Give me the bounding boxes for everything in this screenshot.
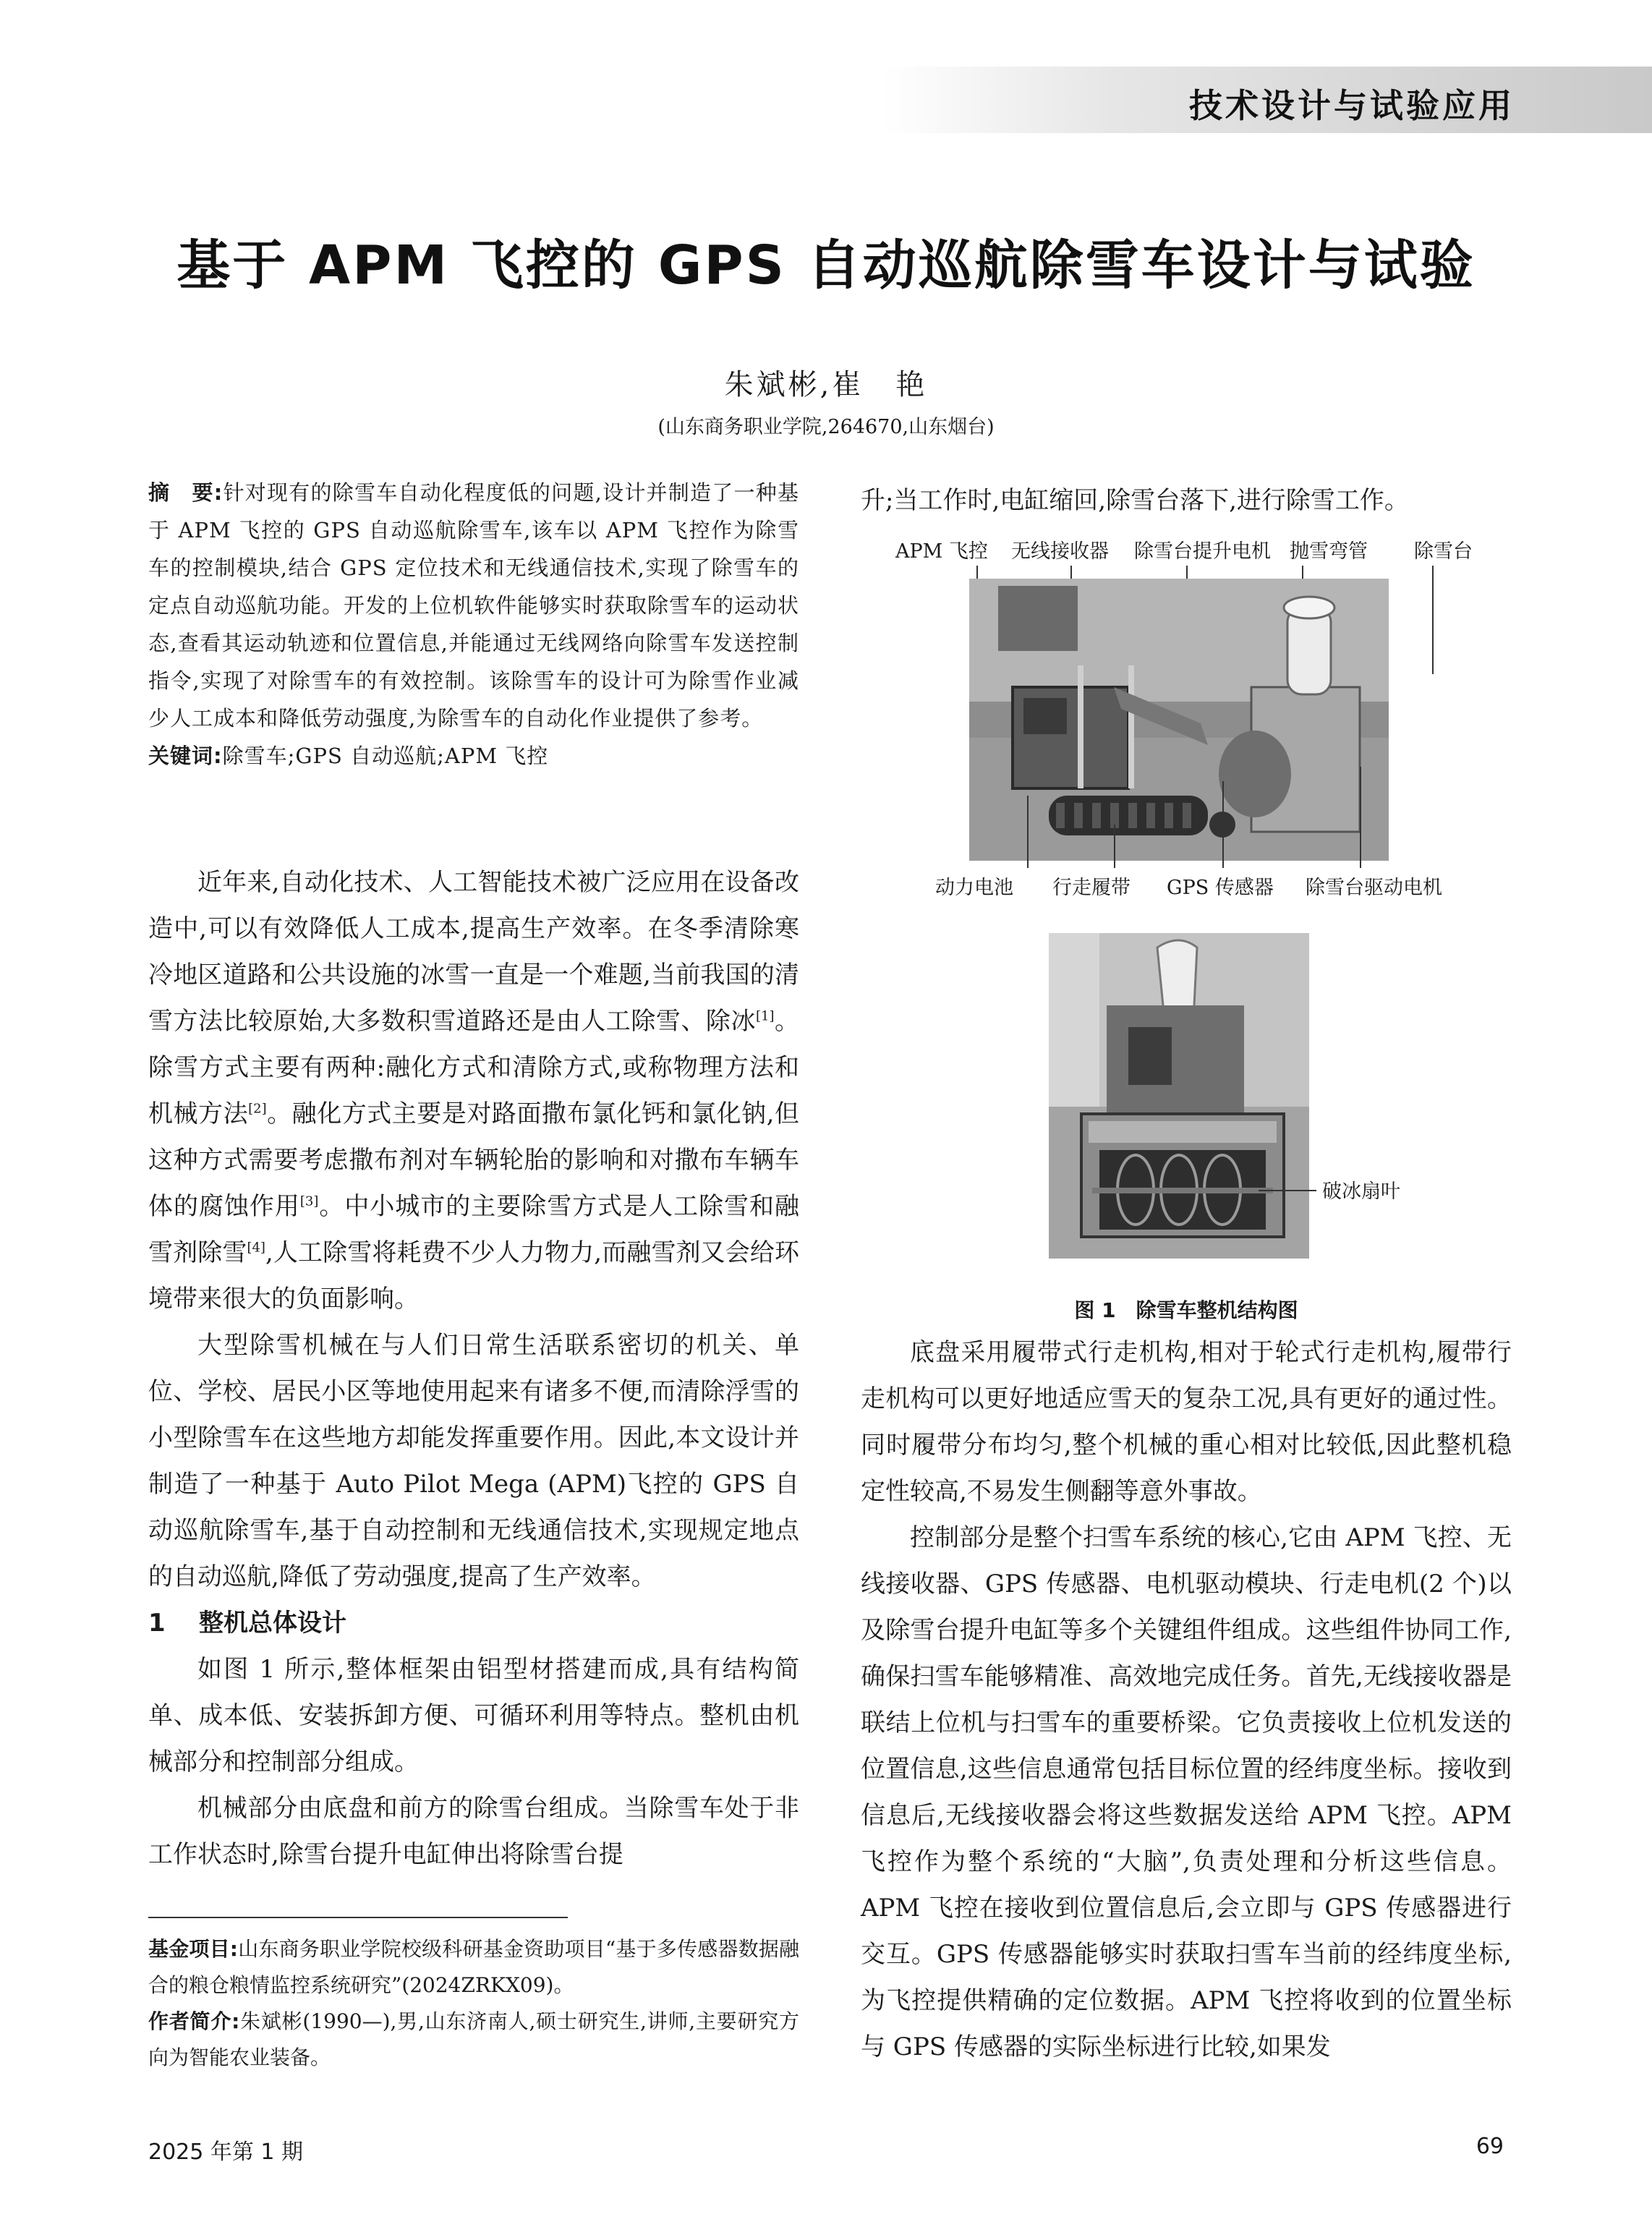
figure-label-bottom-3: GPS 传感器 <box>1167 877 1274 899</box>
intro-text-d: 。中小城市的主要除雪方式是人工除雪和融雪剂除雪 <box>148 1192 800 1267</box>
article-affiliation: (山东商务职业学院,264670,山东烟台) <box>657 416 995 438</box>
leader-line <box>1432 566 1434 674</box>
body-paragraph-4: 机械部分由底盘和前方的除雪台组成。当除雪车处于非工作状态时,除雪台提升电缸伸出将除雪台提 <box>148 1794 799 1869</box>
author-bio-label: 作者简介: <box>148 2009 240 2033</box>
keywords-label: 关键词: <box>148 744 223 768</box>
citation-3: [3] <box>299 1193 319 1209</box>
figure-label-bottom-4: 除雪台驱动电机 <box>1306 877 1442 899</box>
figure-label-top-1: APM 飞控 <box>895 540 988 563</box>
fund-text: 山东商务职业学院校级科研基金资助项目“基于多传感器数据融合的粮仓粮情监控系统研究”(2024ZRKX09)。 <box>148 1937 799 1997</box>
right-paragraph-1: 底盘采用履带式行走机构,相对于轮式行走机构,履带行走机构可以更好地适应雪天的复杂工况,具有更好的通过性。同时履带分布均匀,整个机械的重心相对比较低,因此整机稳定性较高,不易发生侧翻等意外事故。 <box>861 1338 1512 1506</box>
fund-note <box>148 1931 799 2004</box>
author-note <box>148 2004 799 2076</box>
intro-text-c: 。融化方式主要是对路面撒布氯化钙和氯化钠,但这种方式需要考虑撒布剂对车辆轮胎的影响和对撒布车辆车体的腐蚀作用 <box>148 1099 799 1221</box>
leader-line <box>1259 1190 1316 1191</box>
issue-label: 2025 年第 1 期 <box>148 2140 304 2165</box>
citation-1: [1] <box>755 1008 775 1024</box>
fund-label: 基金项目: <box>148 1937 239 1961</box>
figure-caption: 图 1 除雪车整机结构图 <box>1074 1298 1298 1322</box>
author-bio-text: 朱斌彬(1990—),男,山东济南人,硕士研究生,讲师,主要研究方向为智能农业装备。 <box>148 2009 799 2069</box>
intro-text-b: 。除雪方式主要有两种:融化方式和清除方式,或称物理方法和机械方法 <box>148 1007 799 1128</box>
article-authors: 朱斌彬,崔 艳 <box>724 368 928 401</box>
abstract-paragraph <box>148 474 799 737</box>
section-label: 技术设计与试验应用 <box>1189 86 1515 125</box>
left-body-column <box>148 859 799 1878</box>
figure-label-top-2: 无线接收器 <box>1011 540 1109 563</box>
body-paragraph-3: 如图 1 所示,整体框架由铝型材搭建而成,具有结构简单、成本低、安装拆卸方便、可循环利用等特点。整机由机械部分和控制部分组成。 <box>148 1655 799 1776</box>
figure-label-top-4: 抛雪弯管 <box>1290 540 1368 563</box>
figure-label-bottom-1: 动力电池 <box>935 877 1013 899</box>
keywords-text: 除雪车;GPS 自动巡航;APM 飞控 <box>222 744 549 768</box>
leader-line <box>1114 825 1115 868</box>
abstract-text: 针对现有的除雪车自动化程度低的问题,设计并制造了一种基于 APM 飞控的 GPS 自动巡航除雪车,该车以 APM 飞控作为除雪车的控制模块,结合 GPS 定位技术和无线通信技术,实现了除雪车的定点自动巡航功能。开发的上位机软件能够实时获取除雪车的运动状态,查看其运动轨迹和位置信息,并能通过无线网络向除雪车发送控制指令,实现了对除雪车的有效控制。该除雪车的设计可为除雪作业减少人工成本和降低劳动强度,为除雪车的自动化作业提供了参考。 <box>148 480 800 731</box>
abstract-block <box>148 474 799 775</box>
citation-4: [4] <box>247 1240 265 1256</box>
page-number: 69 <box>1476 2134 1504 2159</box>
section-heading-1 <box>148 1600 799 1646</box>
figure-label-top-3: 除雪台提升电机 <box>1134 540 1271 563</box>
abstract-label: 摘 要: <box>148 480 223 505</box>
article-title: 基于 APM 飞控的 GPS 自动巡航除雪车设计与试验 <box>176 234 1476 297</box>
leader-line <box>1222 781 1224 868</box>
footnote-rule <box>148 1917 568 1918</box>
intro-text-a: 近年来,自动化技术、人工智能技术被广泛应用在设备改造中,可以有效降低人工成本,提高生产效率。在冬季清除寒冷地区道路和公共设施的冰雪一直是一个难题,当前我国的清雪方法比较原始,大多数积雪道路还是由人工除雪、除冰 <box>148 868 799 1036</box>
figure-label-bottom-2: 行走履带 <box>1052 877 1131 899</box>
right-paragraph-2: 控制部分是整个扫雪车系统的核心,它由 APM 飞控、无线接收器、GPS 传感器、电机驱动模块、行走电机(2 个)以及除雪台提升电缸等多个关键组件组成。这些组件协同工作,确保扫雪车能够精准、高效地完成任务。首先,无线接收器是联结上位机与扫雪车的重要桥梁。它负责接收上位机发送的位置信息,这些信息通常包括目标位置的经纬度坐标。接收到信息后,无线接收器会将这些数据发送给 APM 飞控。APM 飞控作为整个系统的“大脑”,负责处理和分析这些信息。APM 飞控在接收到位置信息后,会立即与 GPS 传感器进行交互。GPS 传感器能够实时获取扫雪车当前的经纬度坐标,为飞控提供精确的定位数据。APM 飞控将收到的位置坐标与 GPS 传感器的实际坐标进行比较,如果发 <box>861 1523 1512 2061</box>
figure-caption-wrap <box>0 1295 1652 1324</box>
citation-2: [2] <box>248 1101 267 1117</box>
leader-line <box>1360 767 1361 868</box>
snowplow-photo-front <box>1049 933 1309 1259</box>
figure-label-side: 破冰扇叶 <box>1322 1180 1400 1203</box>
intro-paragraph-1 <box>148 859 799 1322</box>
right-body-column <box>861 1329 1512 2070</box>
right-column-continuation: 升;当工作时,电缸缩回,除雪台落下,进行除雪工作。 <box>861 486 1409 515</box>
section-number: 1 <box>148 1609 166 1638</box>
intro-text-e: ,人工除雪将耗费不少人力物力,而融雪剂又会给环境带来很大的负面影响。 <box>148 1238 799 1314</box>
section-title: 整机总体设计 <box>199 1609 346 1638</box>
footnotes-block <box>148 1931 799 2076</box>
intro-paragraph-2: 大型除雪机械在与人们日常生活联系密切的机关、单位、学校、居民小区等地使用起来有诸多不便,而清除浮雪的小型除雪车在这些地方却能发挥重要作用。因此,本文设计并制造了一种基于 Auto Pilot Mega (APM)飞控的 GPS 自动巡航除雪车,基于自动控制和无线通信技术,实现规定地点的自动巡航,降低了劳动强度,提高了生产效率。 <box>148 1331 799 1591</box>
keywords-line <box>148 737 799 775</box>
snowplow-photo-side <box>969 579 1389 861</box>
figure-label-top-5: 除雪台 <box>1414 540 1473 563</box>
leader-line <box>1027 796 1029 868</box>
